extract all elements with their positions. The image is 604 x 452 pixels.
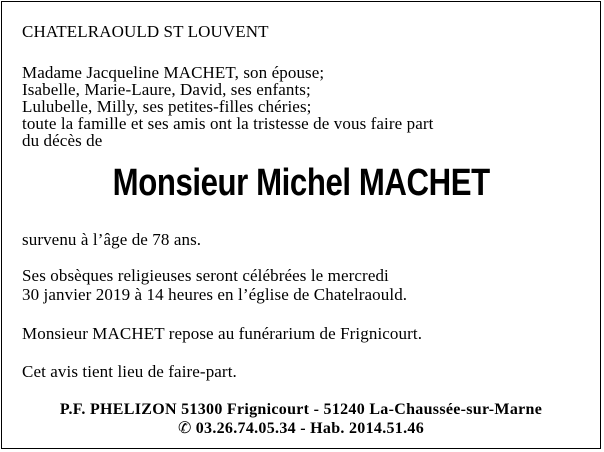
funeral-line: 30 janvier 2019 à 14 heures en l’église de Chatelraould.	[22, 285, 408, 304]
family-line: Lulubelle, Milly, ses petites-filles chéries;	[22, 97, 312, 116]
family-line: Isabelle, Marie-Laure, David, ses enfants;	[22, 80, 311, 99]
family-announcement	[22, 64, 433, 149]
family-line: toute la famille et ses amis ont la tristesse de vous faire part	[22, 114, 434, 133]
contact-numbers: 03.26.74.05.34 - Hab. 2014.51.46	[195, 420, 424, 437]
location-header: CHATELRAOULD ST LOUVENT	[22, 22, 269, 41]
contact-line	[2, 420, 600, 438]
funeral-details	[22, 266, 407, 304]
family-line: Madame Jacqueline MACHET, son épouse;	[22, 63, 325, 82]
funeral-line: Ses obsèques religieuses seront célébrées le mercredi	[22, 266, 389, 285]
obituary-notice	[1, 1, 601, 449]
phone-icon: ✆	[178, 420, 192, 437]
closing-line: Cet avis tient lieu de faire-part.	[22, 362, 237, 381]
deceased-name: Monsieur Michel MACHET	[112, 162, 490, 204]
family-line: du décès de	[22, 131, 103, 150]
age-line: survenu à l’âge de 78 ans.	[22, 230, 202, 249]
repose-line: Monsieur MACHET repose au funérarium de Frignicourt.	[22, 324, 423, 343]
funeral-home-line: P.F. PHELIZON 51300 Frignicourt - 51240 La-Chaussée-sur-Marne	[59, 401, 543, 418]
